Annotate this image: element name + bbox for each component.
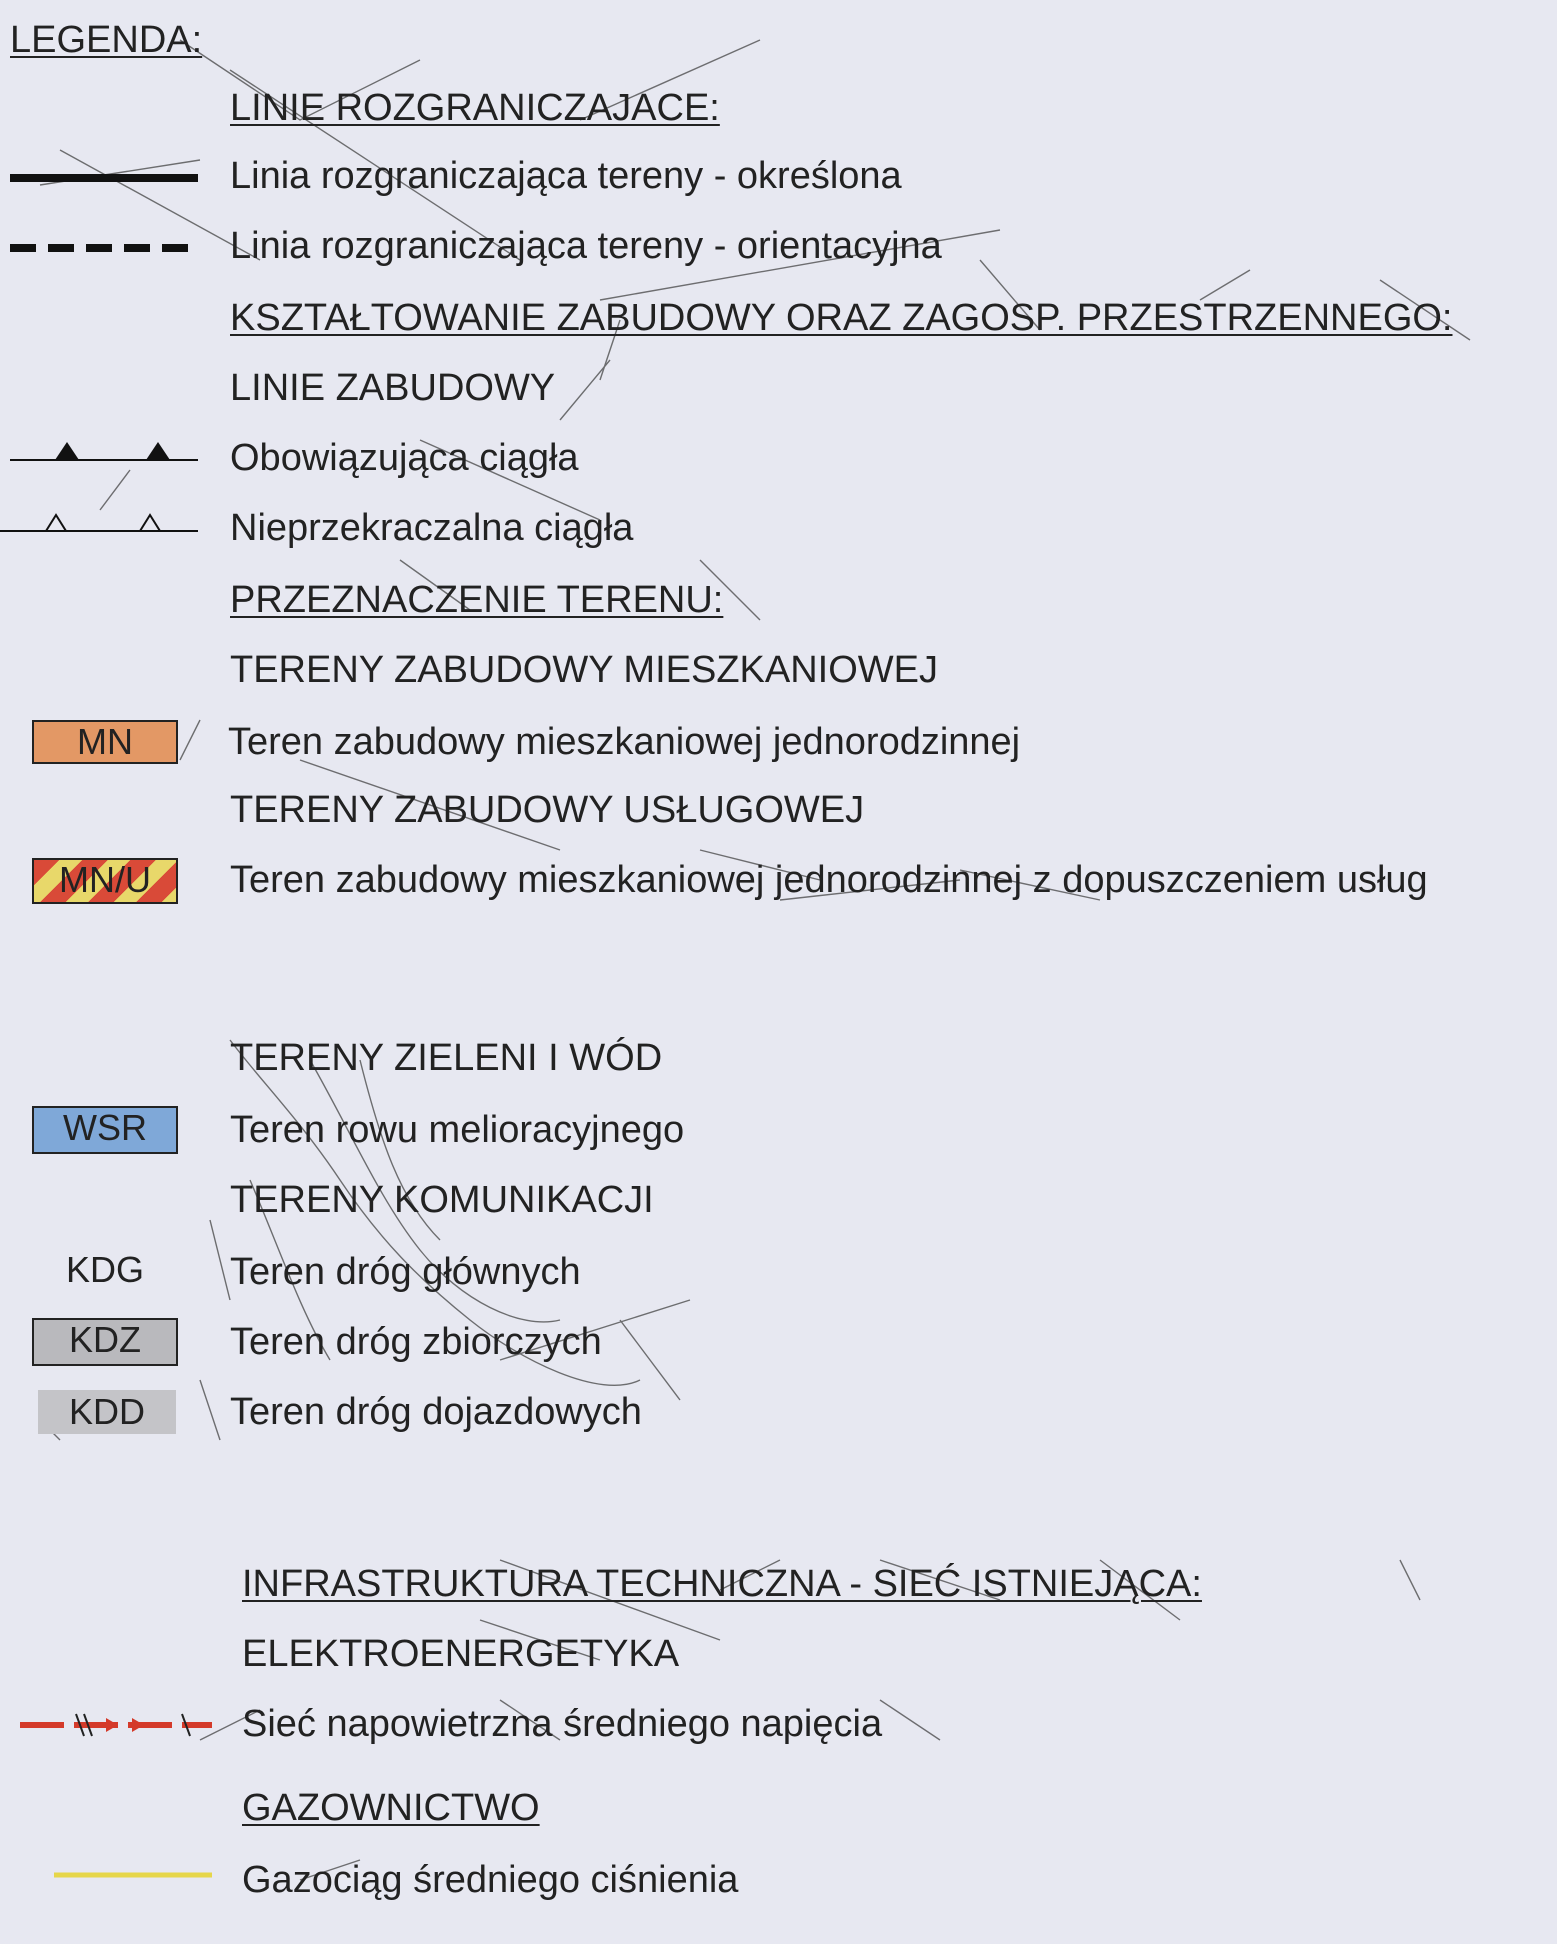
non-exceedable-building-line-symbol (0, 506, 200, 536)
wsr-zone-code: WSR (63, 1107, 147, 1148)
medium-voltage-label: Sieć napowietrzna średniego napięcia (242, 1703, 883, 1745)
boundary-defined-label: Linia rozgraniczająca tereny - określona (230, 155, 902, 197)
gas-subheading: GAZOWNICTWO (242, 1787, 540, 1829)
kdz-zone-label: Teren dróg zbiorczych (230, 1321, 602, 1363)
power-subheading: ELEKTROENERGETYKA (242, 1633, 680, 1675)
green-water-subheading: TERENY ZIELENI I WÓD (230, 1037, 663, 1079)
kdg-zone-code: KDG (65, 1249, 144, 1290)
kdg-zone-swatch (32, 1248, 178, 1294)
wsr-zone-label: Teren rowu melioracyjnego (230, 1109, 685, 1151)
medium-pressure-gas-line-symbol (54, 1868, 214, 1882)
solid-boundary-line-symbol (10, 168, 200, 188)
mn-zone-label: Teren zabudowy mieszkaniowej jednorodzinnej (228, 721, 1021, 763)
kdz-zone-swatch (32, 1318, 178, 1366)
building-lines-subheading: LINIE ZABUDOWY (230, 367, 556, 409)
mn-zone-swatch (32, 720, 178, 764)
development-heading: KSZTAŁTOWANIE ZABUDOWY ORAZ ZAGOSP. PRZESTRZENNEGO: (230, 297, 1453, 339)
boundary-approximate-label: Linia rozgraniczająca tereny - orientacyjna (230, 225, 942, 267)
kdz-zone-code: KDZ (69, 1319, 141, 1360)
mnu-zone-swatch (32, 858, 178, 904)
kdd-zone-code: KDD (68, 1391, 145, 1432)
medium-pressure-gas-label: Gazociąg średniego ciśnienia (242, 1859, 739, 1901)
residential-subheading: TERENY ZABUDOWY MIESZKANIOWEJ (230, 649, 939, 691)
mnu-zone-label: Teren zabudowy mieszkaniowej jednorodzinnej z dopuszczeniem usług (230, 859, 1428, 901)
transport-subheading: TERENY KOMUNIKACJI (230, 1179, 654, 1221)
medium-voltage-line-symbol (20, 1710, 214, 1740)
infrastructure-heading: INFRASTRUKTURA TECHNICZNA - SIEĆ ISTNIEJĄCA: (242, 1563, 1202, 1605)
non-exceedable-building-line-label: Nieprzekraczalna ciągła (230, 507, 634, 549)
mn-zone-code: MN (77, 721, 133, 762)
mandatory-building-line-label: Obowiązująca ciągła (230, 437, 579, 479)
kdg-zone-label: Teren dróg głównych (230, 1251, 581, 1293)
wsr-zone-swatch (32, 1106, 178, 1154)
mandatory-building-line-symbol (10, 436, 200, 466)
dashed-boundary-line-symbol (10, 238, 200, 258)
legend-title: LEGENDA: (10, 19, 203, 61)
kdd-zone-swatch (38, 1390, 176, 1434)
boundary-lines-heading: LINIE ROZGRANICZAJACE: (230, 87, 720, 129)
mnu-zone-code: MN/U (59, 859, 151, 900)
services-subheading: TERENY ZABUDOWY USŁUGOWEJ (230, 789, 865, 831)
kdd-zone-label: Teren dróg dojazdowych (230, 1391, 642, 1433)
land-use-heading: PRZEZNACZENIE TERENU: (230, 579, 724, 621)
